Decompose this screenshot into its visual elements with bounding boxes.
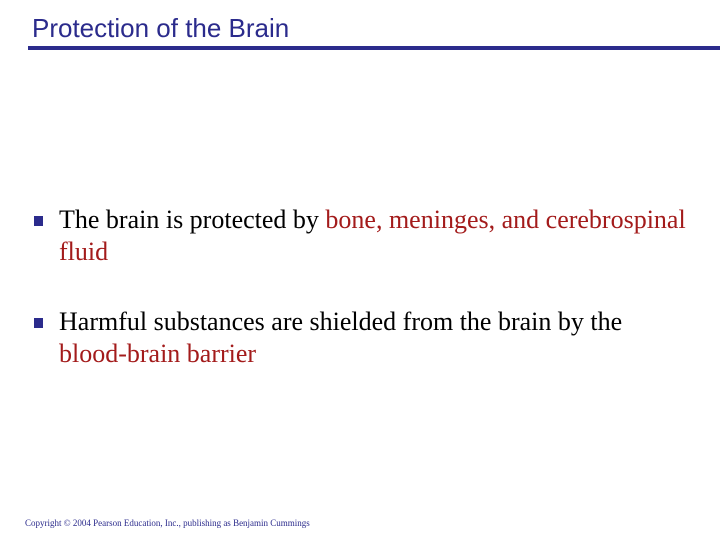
bullet-highlight-text: bone, meninges, and cerebrospinal fluid [59,205,686,266]
slide-title: Protection of the Brain [32,13,290,43]
bullet-highlight-text: blood-brain barrier [59,339,257,368]
title-underline [28,46,720,50]
square-bullet-icon [34,318,43,328]
bullet-plain-text: Harmful substances are shielded from the brain by the [59,307,623,336]
copyright-footer: Copyright © 2004 Pearson Education, Inc., publishing as Benjamin Cummings [25,518,310,528]
bullet-item-1 [34,204,694,268]
bullet-item-2 [34,306,694,370]
bullet-text [59,204,694,268]
bullet-text [59,306,694,370]
square-bullet-icon [34,216,43,226]
bullet-plain-text: The brain is protected by [59,205,326,234]
